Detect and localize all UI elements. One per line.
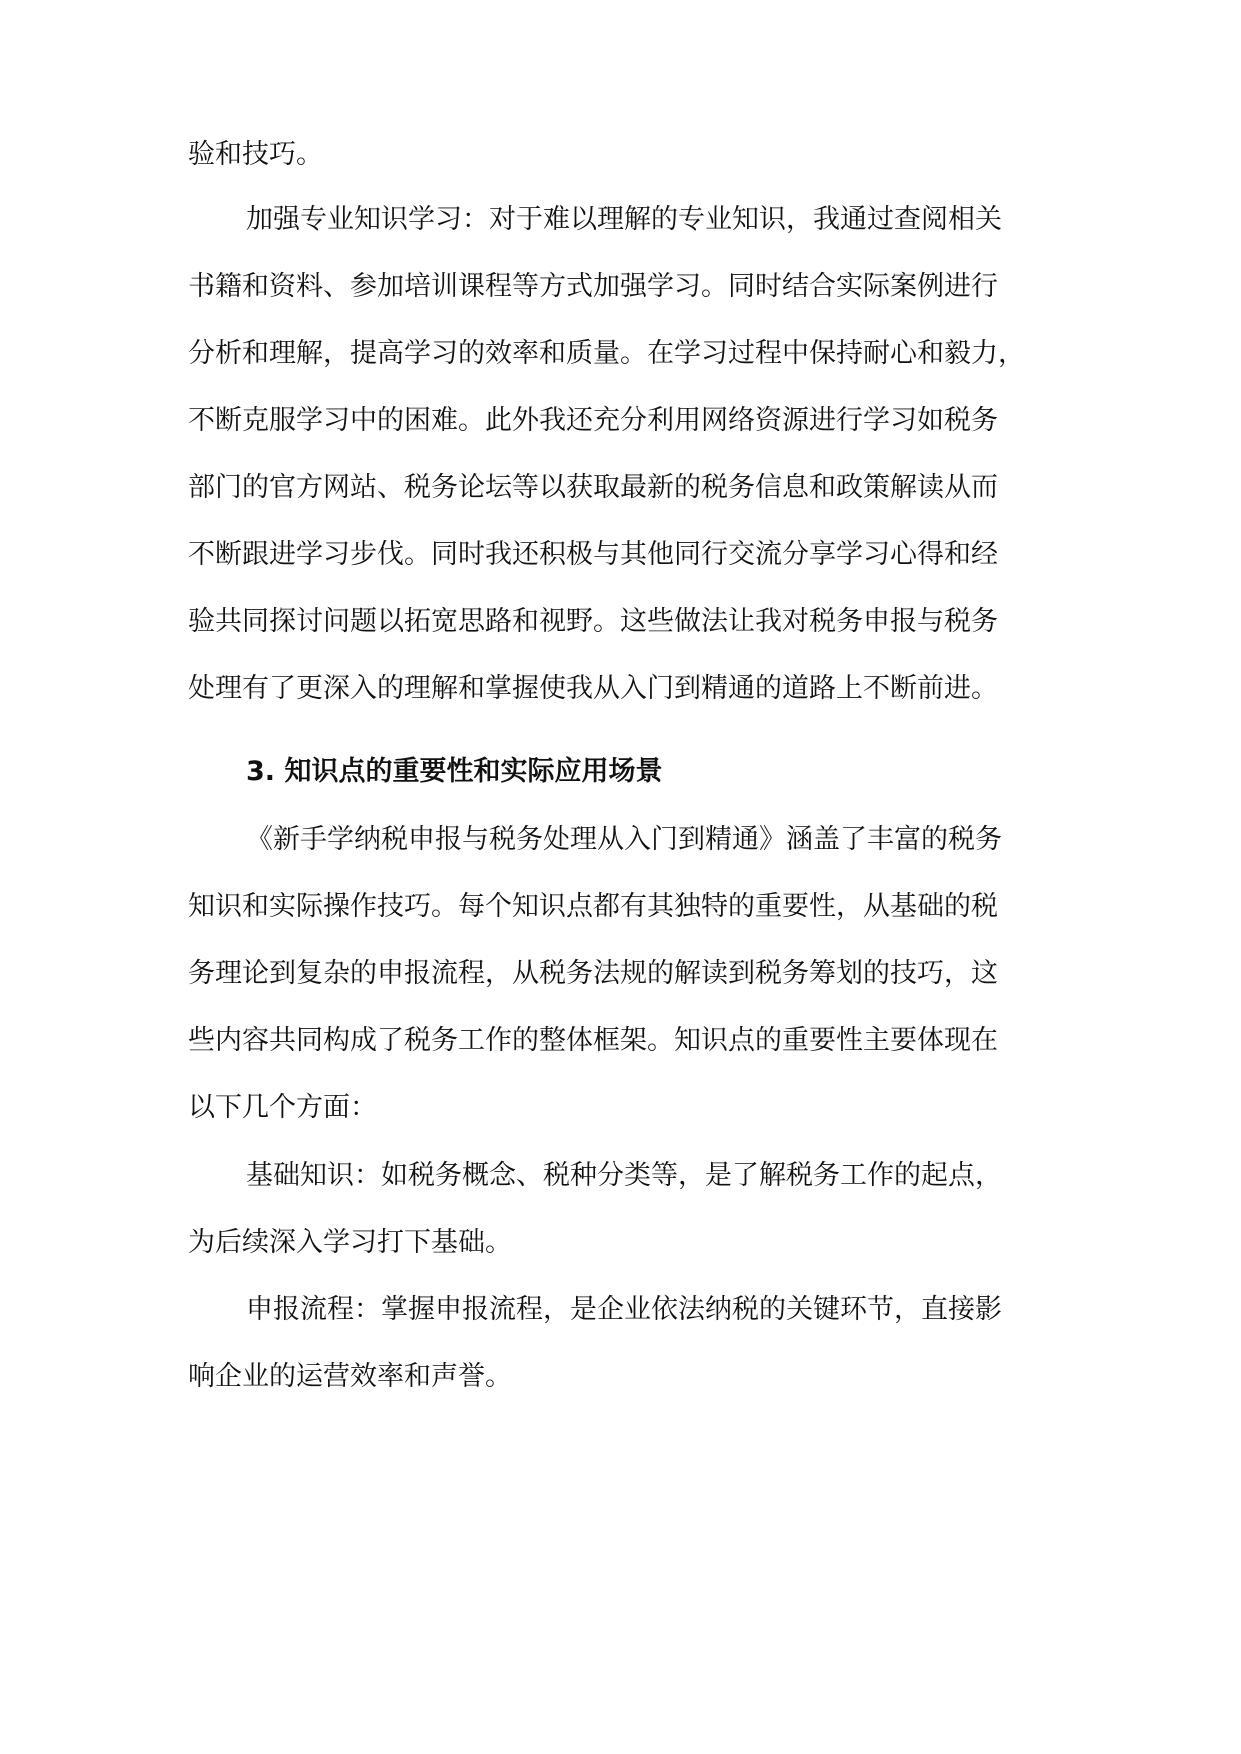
paragraph-line: 书籍和资料、参加培训课程等方式加强学习。同时结合实际案例进行 xyxy=(188,271,998,302)
paragraph-line: 分析和理解，提高学习的效率和质量。在学习过程中保持耐心和毅力， xyxy=(188,338,1025,369)
paragraph-line: 知识和实际操作技巧。每个知识点都有其独特的重要性，从基础的税 xyxy=(188,891,998,922)
paragraph-line: 《新手学纳税申报与税务处理从入门到精通》涵盖了丰富的税务 xyxy=(246,824,1002,855)
paragraph-line: 验共同探讨问题以拓宽思路和视野。这些做法让我对税务申报与税务 xyxy=(188,606,998,637)
paragraph-line: 些内容共同构成了税务工作的整体框架。知识点的重要性主要体现在 xyxy=(188,1025,998,1056)
paragraph-line: 务理论到复杂的申报流程，从税务法规的解读到税务筹划的技巧，这 xyxy=(188,958,998,989)
paragraph-line: 申报流程：掌握申报流程，是企业依法纳税的关键环节，直接影 xyxy=(246,1294,1002,1325)
paragraph-line: 验和技巧。 xyxy=(188,139,323,170)
paragraph-line: 不断跟进学习步伐。同时我还积极与其他同行交流分享学习心得和经 xyxy=(188,539,998,570)
paragraph-line: 响企业的运营效率和声誉。 xyxy=(188,1361,512,1392)
paragraph-line: 基础知识：如税务概念、税种分类等，是了解税务工作的起点， xyxy=(246,1160,1002,1191)
section-heading: 3. 知识点的重要性和实际应用场景 xyxy=(246,756,663,787)
paragraph-line: 加强专业知识学习：对于难以理解的专业知识，我通过查阅相关 xyxy=(246,204,1002,235)
paragraph-line: 为后续深入学习打下基础。 xyxy=(188,1227,512,1258)
paragraph-line: 以下几个方面： xyxy=(188,1092,377,1123)
paragraph-line: 不断克服学习中的困难。此外我还充分利用网络资源进行学习如税务 xyxy=(188,405,998,436)
paragraph-line: 部门的官方网站、税务论坛等以获取最新的税务信息和政策解读从而 xyxy=(188,472,998,503)
paragraph-line: 处理有了更深入的理解和掌握使我从入门到精通的道路上不断前进。 xyxy=(188,673,998,704)
